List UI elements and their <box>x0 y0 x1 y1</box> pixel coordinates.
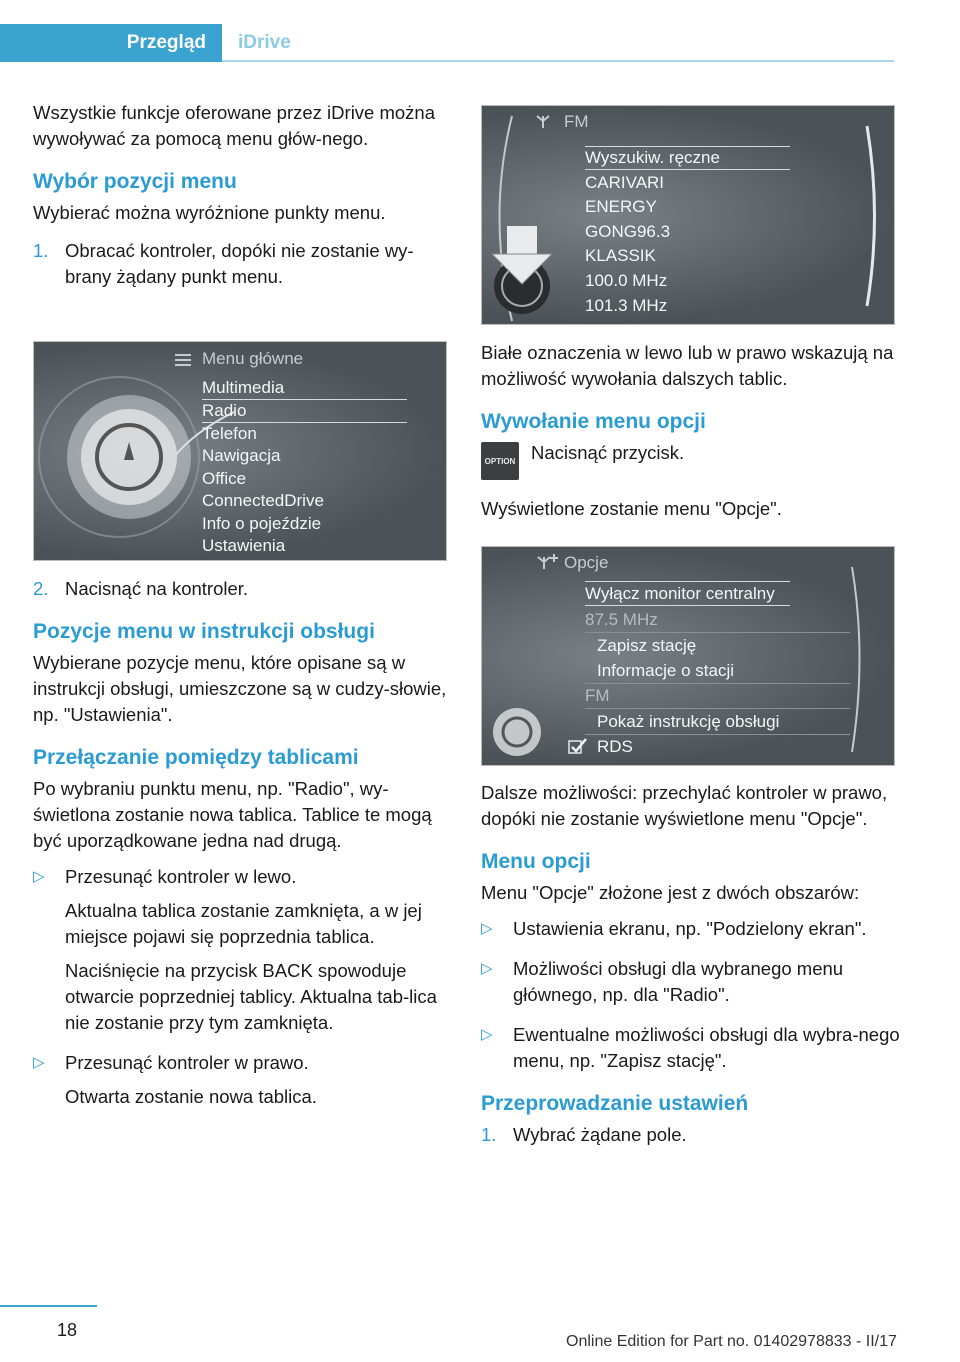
section-title-menu-select: Wybór pozycji menu <box>33 170 237 193</box>
bullet-left <box>33 864 453 890</box>
section-title-settings: Przeprowadzanie ustawień <box>481 1092 749 1115</box>
option-item[interactable]: Informacje o stacji <box>597 661 734 680</box>
option-item-selected[interactable]: Wyłącz monitor centralny <box>585 584 775 603</box>
page-number: 18 <box>57 1320 78 1340</box>
section-title-menu-items: Pozycje menu w instrukcji obsługi <box>33 620 375 643</box>
option-item[interactable]: Zapisz stację <box>597 636 697 655</box>
selection-line <box>585 169 790 170</box>
selection-line <box>585 581 790 582</box>
screen-options <box>481 546 895 766</box>
intro-text: Wszystkie funkcje oferowane przez iDrive można wywoływać za pomocą menu głów‐nego. <box>33 102 436 149</box>
screen-main-menu <box>33 341 447 561</box>
selection-line <box>585 146 790 147</box>
edition-text: Online Edition for Part no. 01402978833 - II/17 <box>566 1333 897 1350</box>
bullet-item <box>481 956 901 1008</box>
section-text-option-menu: Menu "Opcje" złożone jest z dwóch obszarów: <box>481 882 860 903</box>
menu-item[interactable]: Ustawienia <box>202 536 286 555</box>
option-button-icon: OPTION <box>481 442 519 480</box>
option-item[interactable]: RDS <box>597 737 633 756</box>
option-result: Wyświetlone zostanie menu "Opcje". <box>481 498 782 519</box>
section-text-panels: Po wybraniu punktu menu, np. "Radio", wy‐świetlona zostanie nowa tablica. Tablice te mogą być uporządkowane jedna nad drugą. <box>33 778 432 851</box>
header-tab-idrive: iDrive <box>238 32 291 53</box>
option-row <box>481 440 901 486</box>
step-number: 2. <box>33 578 49 599</box>
selection-line <box>585 605 790 606</box>
selection-line <box>202 399 407 400</box>
menu-item[interactable]: Office <box>202 469 247 488</box>
step-text: Obracać kontroler, dopóki nie zostanie wy‐brany żądany punkt menu. <box>65 240 414 287</box>
menu-item[interactable]: Telefon <box>202 424 257 443</box>
step-number: 1. <box>33 240 49 261</box>
option-group-label: 87.5 MHz <box>585 610 658 629</box>
bullet-text: Możliwości obsługi dla wybranego menu głównego, np. dla "Radio". <box>513 958 844 1005</box>
menu-item-selected[interactable]: Radio <box>202 401 247 420</box>
bullet-sub-text: Naciśnięcie na przycisk BACK spowoduje otwarcie poprzedniej tablicy. Aktualna tab‐lica nie zostanie przy tym zamknięta. <box>65 960 437 1033</box>
separator-line <box>585 708 850 709</box>
screen-title: Menu główne <box>202 349 304 368</box>
screen-title: Opcje <box>564 553 609 572</box>
more-options-text: Dalsze możliwości: przechylać kontroler w prawo, dopóki nie zostanie wyświetlone menu "Opcje". <box>481 782 888 829</box>
station-item[interactable]: 100.0 MHz <box>585 271 668 290</box>
triangle-bullet-icon: ▷ <box>481 920 493 937</box>
step-text: Nacisnąć na kontroler. <box>65 578 249 599</box>
screen-fm <box>481 105 895 325</box>
separator-line <box>585 632 850 633</box>
step-1 <box>33 238 453 290</box>
header-tab-przeglad <box>0 24 222 62</box>
bullet-text: Przesunąć kontroler w prawo. <box>65 1052 309 1073</box>
menu-item[interactable]: ConnectedDrive <box>202 491 324 510</box>
menu-item[interactable]: Nawigacja <box>202 446 281 465</box>
section-title-panels: Przełączanie pomiędzy tablicami <box>33 746 359 769</box>
step-number: 1. <box>481 1124 497 1145</box>
step-2 <box>33 576 453 602</box>
bullet-item <box>481 1022 901 1074</box>
menu-item[interactable]: Multimedia <box>202 378 285 397</box>
antenna-icon <box>534 112 552 130</box>
header-rule <box>222 60 894 62</box>
menu-item[interactable]: Info o pojeździe <box>202 514 322 533</box>
station-item[interactable]: CARIVARI <box>585 173 665 192</box>
header-tab-label: Przegląd <box>126 32 206 53</box>
controller-graphic <box>482 106 895 325</box>
section-text-menu-select: Wybierać można wyróżnione punkty menu. <box>33 202 386 223</box>
station-item[interactable]: KLASSIK <box>585 246 656 265</box>
bullet-text: Ustawienia ekranu, np. "Podzielony ekran". <box>513 918 867 939</box>
bullet-sub-text: Aktualna tablica zostanie zamknięta, a w jej miejsce pojawi się poprzednia tablica. <box>65 900 422 947</box>
left-column <box>33 100 453 308</box>
option-text: Nacisnąć przycisk. <box>531 442 685 463</box>
menu-list-icon <box>174 352 192 368</box>
triangle-bullet-icon: ▷ <box>33 1054 45 1071</box>
screen-title: FM <box>564 112 589 131</box>
checkbox-checked-icon[interactable] <box>568 737 588 755</box>
station-item[interactable]: ENERGY <box>585 197 657 216</box>
footer-rule <box>0 1305 97 1307</box>
section-title-option-menu: Menu opcji <box>481 850 591 873</box>
right-column-lower <box>481 780 901 1166</box>
option-group-label: FM <box>585 686 610 705</box>
bullet-text: Przesunąć kontroler w lewo. <box>65 866 297 887</box>
antenna-plus-icon <box>535 553 559 571</box>
separator-line <box>585 683 850 684</box>
bullet-sub-text: Otwarta zostanie nowa tablica. <box>65 1086 317 1107</box>
station-item-selected[interactable]: Wyszukiw. ręczne <box>585 148 720 167</box>
bullet-item <box>481 916 901 942</box>
selection-line <box>202 422 407 423</box>
triangle-bullet-icon: ▷ <box>481 960 493 977</box>
station-item[interactable]: GONG96.3 <box>585 222 671 241</box>
triangle-bullet-icon: ▷ <box>33 868 45 885</box>
bullet-text: Ewentualne możliwości obsługi dla wybra‐nego menu, np. "Zapisz stację". <box>513 1024 900 1071</box>
section-title-option-call: Wywołanie menu opcji <box>481 410 706 433</box>
right-column <box>481 340 901 540</box>
fm-caption: Białe oznaczenia w lewo lub w prawo wskazują na możliwość wywołania dalszych tablic. <box>481 342 894 389</box>
option-item[interactable]: Pokaż instrukcję obsługi <box>597 712 780 731</box>
left-column-lower <box>33 576 453 1118</box>
step-text: Wybrać żądane pole. <box>513 1124 687 1145</box>
section-text-menu-items: Wybierane pozycje menu, które opisane są w instrukcji obsługi, umieszczone są w cudzy‐słowie, np. "Ustawienia". <box>33 652 447 725</box>
bullet-right <box>33 1050 453 1076</box>
step-1-settings <box>481 1122 901 1148</box>
separator-line <box>585 734 850 735</box>
triangle-bullet-icon: ▷ <box>481 1026 493 1043</box>
station-item[interactable]: 101.3 MHz <box>585 296 668 315</box>
